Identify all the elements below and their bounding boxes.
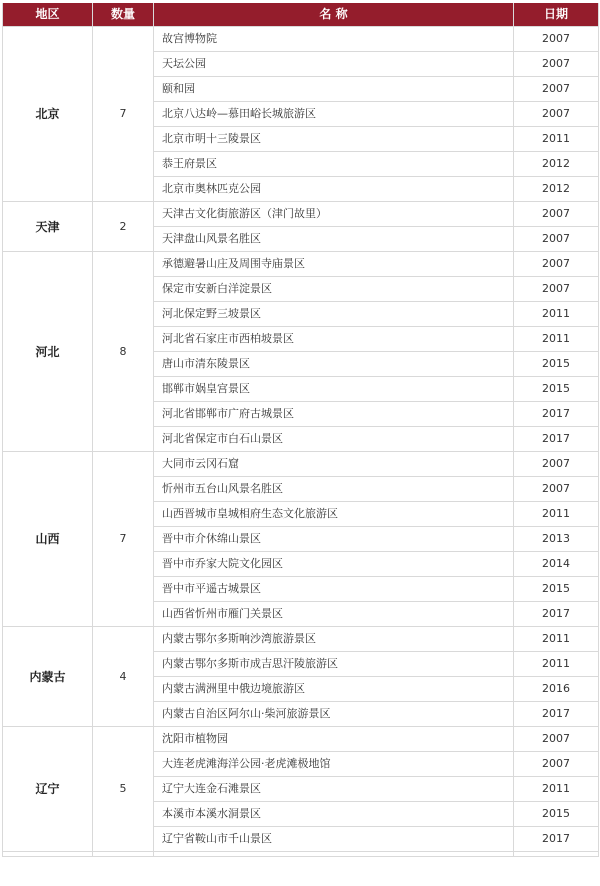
header-count: 数量: [93, 3, 154, 27]
spot-name-cell: 北京市奥林匹克公园: [154, 177, 514, 202]
year-cell: 2011: [514, 302, 599, 327]
spot-name-cell: 山西省忻州市雁门关景区: [154, 602, 514, 627]
year-cell: 2015: [514, 802, 599, 827]
year-cell: 2011: [514, 627, 599, 652]
spot-name-cell: 晋中市乔家大院文化园区: [154, 552, 514, 577]
header-region: 地区: [3, 3, 93, 27]
count-cell: 7: [93, 452, 154, 627]
spot-name-cell: 河北省保定市白石山景区: [154, 427, 514, 452]
spot-name-cell: 辽宁大连金石滩景区: [154, 777, 514, 802]
year-cell: 2012: [514, 177, 599, 202]
region-cell: 北京: [3, 27, 93, 202]
spot-name-cell: 沈阳市植物园: [154, 727, 514, 752]
header-name: 名 称: [154, 3, 514, 27]
empty-cell: [3, 852, 93, 857]
table-header: [3, 3, 599, 27]
header-row: [3, 3, 599, 27]
year-cell: 2007: [514, 52, 599, 77]
year-cell: 2011: [514, 652, 599, 677]
spot-name-cell: 颐和园: [154, 77, 514, 102]
spot-name-cell: 大同市云冈石窟: [154, 452, 514, 477]
year-cell: 2017: [514, 602, 599, 627]
spot-name-cell: 大连老虎滩海洋公园·老虎滩极地馆: [154, 752, 514, 777]
region-cell: 辽宁: [3, 727, 93, 852]
year-cell: 2017: [514, 427, 599, 452]
empty-cell: [93, 852, 154, 857]
year-cell: 2007: [514, 252, 599, 277]
scenic-spots-table: [2, 3, 599, 857]
region-cell: 山西: [3, 452, 93, 627]
spot-name-cell: 北京市明十三陵景区: [154, 127, 514, 152]
header-date: 日期: [514, 3, 599, 27]
count-cell: 8: [93, 252, 154, 452]
year-cell: 2017: [514, 827, 599, 852]
spot-name-cell: 内蒙古自治区阿尔山·柴河旅游景区: [154, 702, 514, 727]
spot-name-cell: 唐山市清东陵景区: [154, 352, 514, 377]
spot-name-cell: 邯郸市娲皇宫景区: [154, 377, 514, 402]
year-cell: 2011: [514, 502, 599, 527]
table-row: [3, 727, 599, 752]
spot-name-cell: 天坛公园: [154, 52, 514, 77]
year-cell: 2017: [514, 402, 599, 427]
table-row: [3, 27, 599, 52]
year-cell: 2015: [514, 352, 599, 377]
year-cell: 2011: [514, 327, 599, 352]
year-cell: 2007: [514, 452, 599, 477]
table-row: [3, 627, 599, 652]
year-cell: 2012: [514, 152, 599, 177]
year-cell: 2017: [514, 702, 599, 727]
year-cell: 2007: [514, 727, 599, 752]
table-row: [3, 252, 599, 277]
year-cell: 2011: [514, 777, 599, 802]
count-cell: 5: [93, 727, 154, 852]
spot-name-cell: 天津古文化街旅游区（津门故里）: [154, 202, 514, 227]
empty-cell: [514, 852, 599, 857]
year-cell: 2013: [514, 527, 599, 552]
spot-name-cell: 本溪市本溪水洞景区: [154, 802, 514, 827]
spot-name-cell: 保定市安新白洋淀景区: [154, 277, 514, 302]
count-cell: 4: [93, 627, 154, 727]
spot-name-cell: 晋中市平遥古城景区: [154, 577, 514, 602]
year-cell: 2007: [514, 202, 599, 227]
region-cell: 内蒙古: [3, 627, 93, 727]
spot-name-cell: 北京八达岭—慕田峪长城旅游区: [154, 102, 514, 127]
spot-name-cell: 恭王府景区: [154, 152, 514, 177]
spot-name-cell: 内蒙古鄂尔多斯响沙湾旅游景区: [154, 627, 514, 652]
spot-name-cell: 忻州市五台山风景名胜区: [154, 477, 514, 502]
spot-name-cell: 山西晋城市皇城相府生态文化旅游区: [154, 502, 514, 527]
year-cell: 2007: [514, 102, 599, 127]
year-cell: 2015: [514, 377, 599, 402]
spot-name-cell: 河北省石家庄市西柏坡景区: [154, 327, 514, 352]
year-cell: 2015: [514, 577, 599, 602]
year-cell: 2011: [514, 127, 599, 152]
spot-name-cell: 天津盘山风景名胜区: [154, 227, 514, 252]
spot-name-cell: 内蒙古满洲里中俄边境旅游区: [154, 677, 514, 702]
table-row: [3, 202, 599, 227]
spot-name-cell: 内蒙古鄂尔多斯市成吉思汗陵旅游区: [154, 652, 514, 677]
count-cell: 7: [93, 27, 154, 202]
spot-name-cell: 河北保定野三坡景区: [154, 302, 514, 327]
year-cell: 2007: [514, 277, 599, 302]
year-cell: 2007: [514, 77, 599, 102]
spot-name-cell: 晋中市介休绵山景区: [154, 527, 514, 552]
table-row: [3, 452, 599, 477]
year-cell: 2016: [514, 677, 599, 702]
year-cell: 2007: [514, 27, 599, 52]
spot-name-cell: 河北省邯郸市广府古城景区: [154, 402, 514, 427]
year-cell: 2007: [514, 477, 599, 502]
year-cell: 2007: [514, 227, 599, 252]
region-cell: 天津: [3, 202, 93, 252]
year-cell: 2007: [514, 752, 599, 777]
spot-name-cell: 辽宁省鞍山市千山景区: [154, 827, 514, 852]
table-row-partial: [3, 852, 599, 857]
empty-cell: [154, 852, 514, 857]
count-cell: 2: [93, 202, 154, 252]
spot-name-cell: 故宫博物院: [154, 27, 514, 52]
region-cell: 河北: [3, 252, 93, 452]
year-cell: 2014: [514, 552, 599, 577]
table-body: [3, 27, 599, 857]
spot-name-cell: 承德避暑山庄及周围寺庙景区: [154, 252, 514, 277]
